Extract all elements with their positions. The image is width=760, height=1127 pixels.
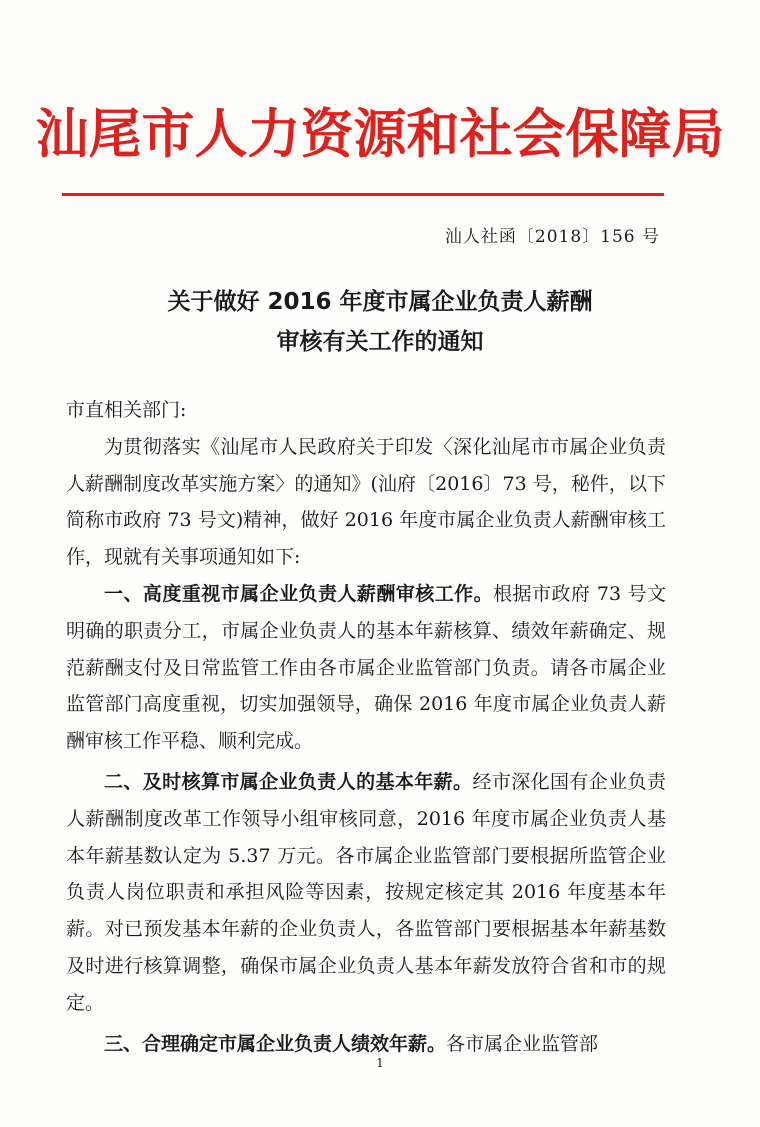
document-body [66, 392, 666, 1062]
section-1-heading: 一、高度重视市属企业负责人薪酬审核工作。 [104, 582, 494, 605]
salutation: 市直相关部门: [66, 399, 187, 421]
intro-paragraph: 为贯彻落实《汕尾市人民政府关于印发〈深化汕尾市市属企业负责人薪酬制度改革实施方案〉的通知》(汕府〔2016〕73 号，秘件，以下简称市政府 73 号文)精神，做好 2016 年度市属企业负责人薪酬审核工作，现就有关事项通知如下: [66, 435, 666, 569]
section-2-heading: 二、及时核算市属企业负责人的基本年薪。 [104, 770, 473, 793]
red-divider-line [62, 193, 664, 196]
section-2-paragraph [66, 764, 666, 1022]
section-1-text: 根据市政府 73 号文明确的职责分工，市属企业负责人的基本年薪核算、绩效年薪确定、规范薪酬支付及日常监管工作由各市属企业监管部门负责。请各市属企业监管部门高度重视，切实加强领导，确保 2016 年度市属企业负责人薪酬审核工作平稳、顺利完成。 [66, 582, 666, 753]
document-title-line-2: 审核有关工作的通知 [276, 329, 484, 355]
section-3-text: 各市属企业监管部 [446, 1032, 599, 1055]
document-number: 汕人社函〔2018〕156 号 [444, 227, 660, 247]
page-number: 1 [376, 1056, 384, 1070]
section-3-heading: 三、合理确定市属企业负责人绩效年薪。 [104, 1032, 447, 1055]
section-1-paragraph [66, 576, 666, 760]
document-title-line-1: 关于做好 2016 年度市属企业负责人薪酬 [167, 289, 593, 315]
issuer-name: 汕尾市人力资源和社会保障局 [35, 104, 725, 165]
section-2-text: 经市深化国有企业负责人薪酬制度改革工作领导小组审核同意，2016 年度市属企业负责人基本年薪基数认定为 5.37 万元。各市属企业监管部门要根据所监管企业负责人岗位职责和承担风险等因素，按规定核定其 2016 年度基本年薪。对已预发基本年薪的企业负责人，各监管部门要根据基本年薪基数及时进行核算调整，确保市属企业负责人基本年薪发放符合省和市的规定。 [66, 770, 666, 1014]
